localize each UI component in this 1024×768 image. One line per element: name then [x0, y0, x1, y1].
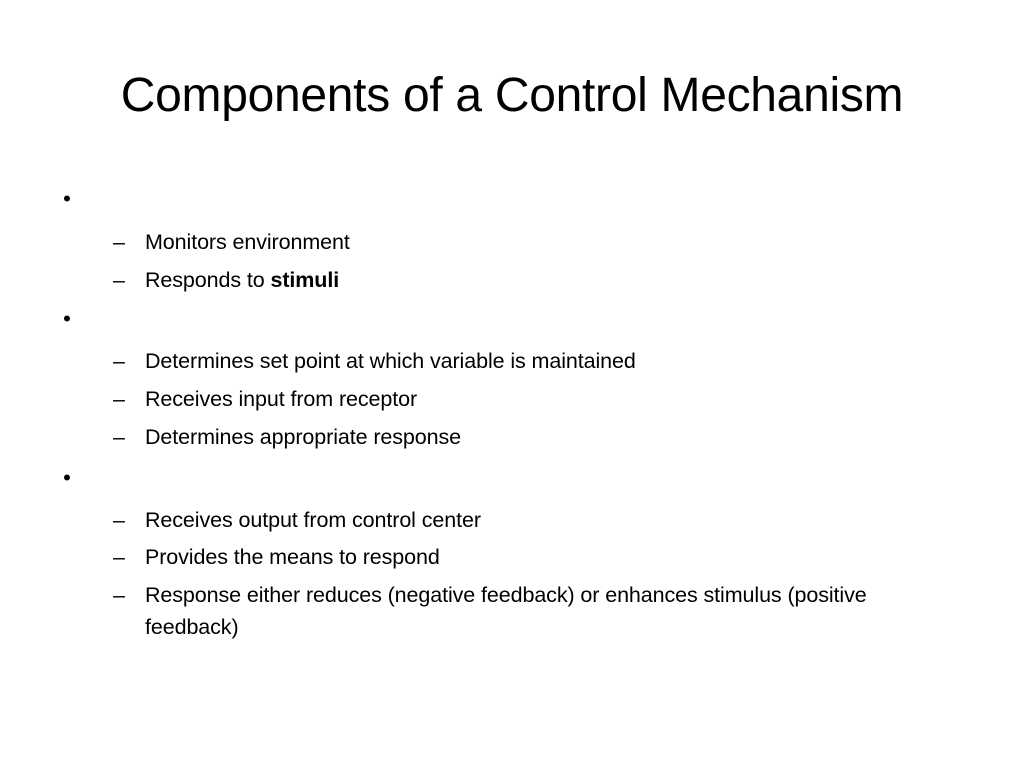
bullet-point-2: •: [63, 306, 71, 331]
dash-marker: –: [113, 508, 125, 532]
sub-item: [113, 421, 933, 453]
bullet-point-1: •: [63, 186, 71, 211]
dash-marker: –: [113, 268, 125, 292]
dash-marker: –: [113, 349, 125, 373]
sub-item: [113, 264, 933, 296]
dash-marker: –: [113, 230, 125, 254]
sub-item: [113, 541, 933, 573]
sub-item: [113, 504, 933, 536]
sub-item-text: Determines set point at which variable is maintained: [145, 349, 636, 373]
sub-item: [113, 579, 933, 643]
sub-item: [113, 226, 933, 258]
dash-marker: –: [113, 583, 125, 607]
sub-item-text: Response either reduces (negative feedback) or enhances stimulus (positive feedback): [145, 583, 867, 639]
sub-item-text-prefix: Responds to: [145, 268, 271, 292]
sub-item-text: Receives input from receptor: [145, 387, 418, 411]
sub-item-text: Provides the means to respond: [145, 545, 440, 569]
dash-marker: –: [113, 545, 125, 569]
dash-marker: –: [113, 387, 125, 411]
dash-marker: –: [113, 425, 125, 449]
sub-item-text: Monitors environment: [145, 230, 350, 254]
bullet-point-3: •: [63, 465, 71, 490]
slide-title: Components of a Control Mechanism: [120, 69, 904, 122]
sub-item-text: Determines appropriate response: [145, 425, 461, 449]
sub-item-text: [145, 264, 933, 296]
sub-item: [113, 383, 933, 415]
sub-item-text: Receives output from control center: [145, 508, 481, 532]
sub-item-text-bold: stimuli: [270, 268, 340, 292]
sub-item: [113, 345, 933, 377]
